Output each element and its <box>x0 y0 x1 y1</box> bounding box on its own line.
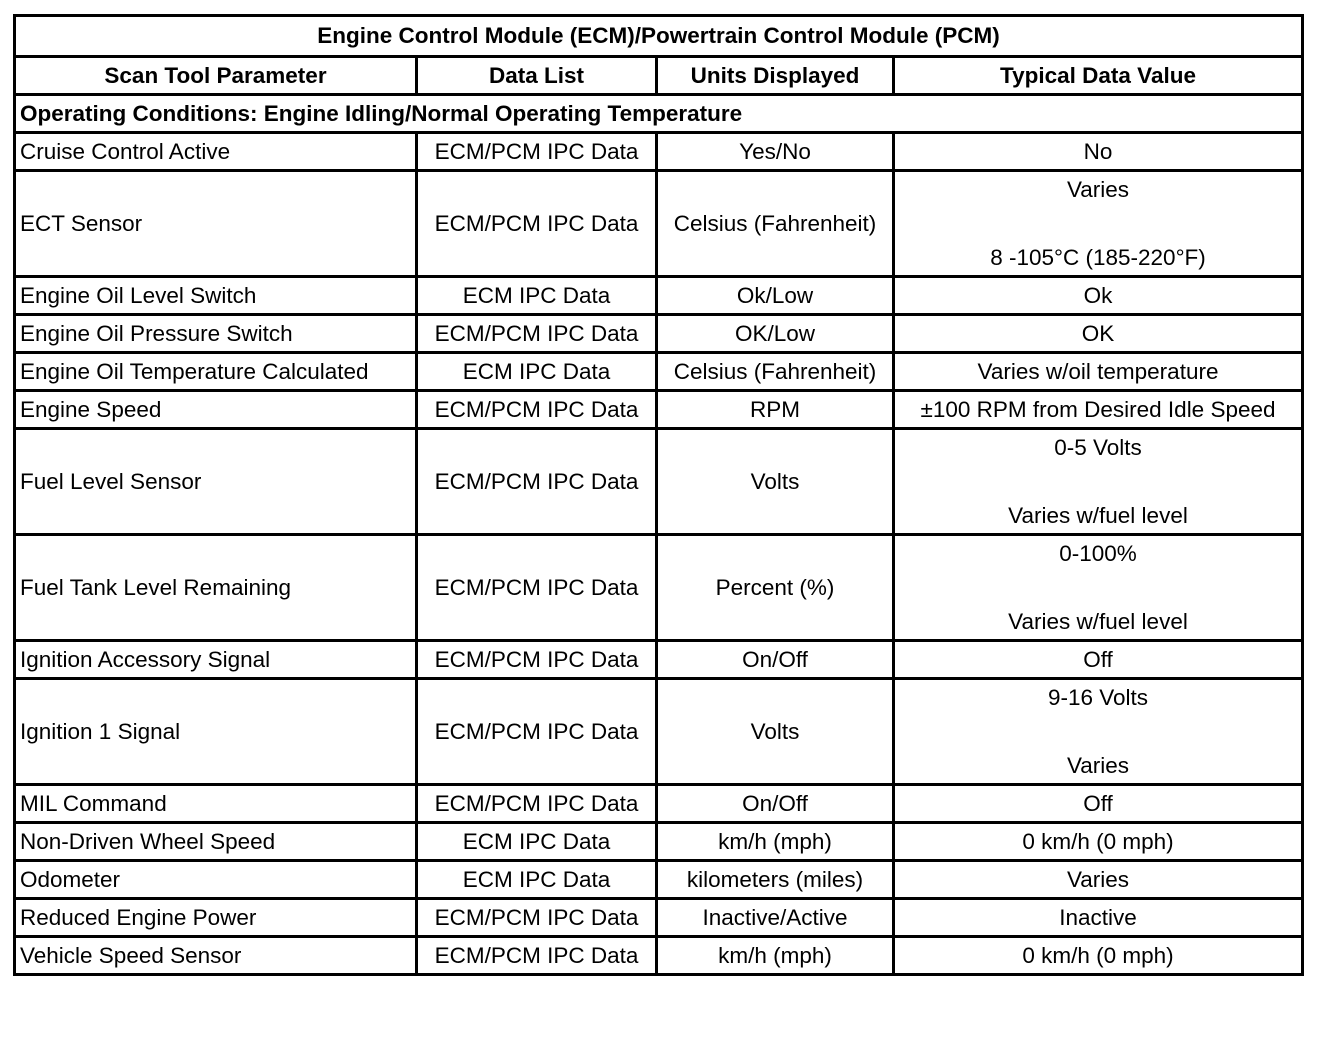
cell-units-displayed: kilometers (miles) <box>657 861 894 899</box>
cell-typical-data-value <box>894 679 1303 785</box>
table-row <box>15 353 1303 391</box>
table-row <box>15 679 1303 785</box>
table-row <box>15 785 1303 823</box>
cell-typical-data-value: Varies w/oil temperature <box>894 353 1303 391</box>
cell-data-list: ECM/PCM IPC Data <box>417 937 657 975</box>
cell-scan-tool-parameter: Fuel Level Sensor <box>15 429 417 535</box>
cell-data-list: ECM/PCM IPC Data <box>417 899 657 937</box>
table-row <box>15 823 1303 861</box>
cell-typical-data-value: 0 km/h (0 mph) <box>894 823 1303 861</box>
cell-units-displayed: km/h (mph) <box>657 937 894 975</box>
cell-scan-tool-parameter: Cruise Control Active <box>15 133 417 171</box>
cell-data-list: ECM/PCM IPC Data <box>417 429 657 535</box>
cell-data-list: ECM/PCM IPC Data <box>417 133 657 171</box>
cell-units-displayed: Inactive/Active <box>657 899 894 937</box>
cell-data-list: ECM/PCM IPC Data <box>417 641 657 679</box>
table-row <box>15 277 1303 315</box>
cell-units-displayed: OK/Low <box>657 315 894 353</box>
cell-scan-tool-parameter: MIL Command <box>15 785 417 823</box>
table-title: Engine Control Module (ECM)/Powertrain Control Module (PCM) <box>15 16 1303 57</box>
cell-units-displayed: Volts <box>657 679 894 785</box>
cell-units-displayed: Celsius (Fahrenheit) <box>657 353 894 391</box>
typical-value-spacer <box>899 207 1297 241</box>
typical-value-spacer <box>899 465 1297 499</box>
table-row <box>15 641 1303 679</box>
cell-data-list: ECM/PCM IPC Data <box>417 535 657 641</box>
cell-typical-data-value: 0 km/h (0 mph) <box>894 937 1303 975</box>
cell-data-list: ECM IPC Data <box>417 861 657 899</box>
cell-units-displayed: km/h (mph) <box>657 823 894 861</box>
operating-conditions: Operating Conditions: Engine Idling/Normal Operating Temperature <box>15 95 1303 133</box>
table-row <box>15 899 1303 937</box>
table-row <box>15 391 1303 429</box>
table-row <box>15 171 1303 277</box>
typical-value-primary: 0-100% <box>1059 540 1137 566</box>
cell-typical-data-value <box>894 535 1303 641</box>
cell-data-list: ECM/PCM IPC Data <box>417 171 657 277</box>
cell-typical-data-value: OK <box>894 315 1303 353</box>
table-title-row <box>15 16 1303 57</box>
table-row <box>15 535 1303 641</box>
typical-value-secondary: Varies <box>1066 752 1130 778</box>
cell-data-list: ECM IPC Data <box>417 277 657 315</box>
table-row <box>15 133 1303 171</box>
table-row <box>15 937 1303 975</box>
cell-scan-tool-parameter: Reduced Engine Power <box>15 899 417 937</box>
cell-typical-data-value: Varies <box>894 861 1303 899</box>
cell-units-displayed: Ok/Low <box>657 277 894 315</box>
cell-scan-tool-parameter: Engine Oil Temperature Calculated <box>15 353 417 391</box>
cell-scan-tool-parameter: Non-Driven Wheel Speed <box>15 823 417 861</box>
cell-typical-data-value <box>894 171 1303 277</box>
cell-units-displayed: On/Off <box>657 641 894 679</box>
cell-data-list: ECM/PCM IPC Data <box>417 391 657 429</box>
table-row <box>15 861 1303 899</box>
header-scan-tool-parameter: Scan Tool Parameter <box>15 57 417 95</box>
cell-typical-data-value: Off <box>894 785 1303 823</box>
cell-typical-data-value: ±100 RPM from Desired Idle Speed <box>894 391 1303 429</box>
cell-typical-data-value: No <box>894 133 1303 171</box>
cell-typical-data-value: Inactive <box>894 899 1303 937</box>
typical-value-primary: Varies <box>1066 176 1130 202</box>
typical-value-secondary: 8 -105°C (185-220°F) <box>990 244 1206 270</box>
cell-typical-data-value <box>894 429 1303 535</box>
cell-scan-tool-parameter: Ignition 1 Signal <box>15 679 417 785</box>
cell-data-list: ECM/PCM IPC Data <box>417 679 657 785</box>
table-row <box>15 429 1303 535</box>
cell-scan-tool-parameter: Vehicle Speed Sensor <box>15 937 417 975</box>
typical-value-spacer <box>899 715 1297 749</box>
cell-scan-tool-parameter: Engine Oil Level Switch <box>15 277 417 315</box>
cell-typical-data-value: Off <box>894 641 1303 679</box>
operating-conditions-row <box>15 95 1303 133</box>
cell-scan-tool-parameter: Fuel Tank Level Remaining <box>15 535 417 641</box>
header-units-displayed: Units Displayed <box>657 57 894 95</box>
cell-typical-data-value: Ok <box>894 277 1303 315</box>
cell-scan-tool-parameter: Engine Speed <box>15 391 417 429</box>
cell-units-displayed: Volts <box>657 429 894 535</box>
cell-units-displayed: Celsius (Fahrenheit) <box>657 171 894 277</box>
cell-units-displayed: On/Off <box>657 785 894 823</box>
cell-units-displayed: Percent (%) <box>657 535 894 641</box>
cell-scan-tool-parameter: Engine Oil Pressure Switch <box>15 315 417 353</box>
typical-value-secondary: Varies w/fuel level <box>1008 502 1188 528</box>
cell-data-list: ECM IPC Data <box>417 823 657 861</box>
header-data-list: Data List <box>417 57 657 95</box>
cell-scan-tool-parameter: ECT Sensor <box>15 171 417 277</box>
header-typical-data-value: Typical Data Value <box>894 57 1303 95</box>
cell-units-displayed: RPM <box>657 391 894 429</box>
cell-data-list: ECM/PCM IPC Data <box>417 785 657 823</box>
typical-value-primary: 9-16 Volts <box>1047 684 1149 710</box>
header-row <box>15 57 1303 95</box>
ecm-pcm-data-table <box>13 14 1304 976</box>
typical-value-primary: 0-5 Volts <box>1054 434 1142 460</box>
cell-units-displayed: Yes/No <box>657 133 894 171</box>
typical-value-secondary: Varies w/fuel level <box>1008 608 1188 634</box>
cell-data-list: ECM/PCM IPC Data <box>417 315 657 353</box>
cell-scan-tool-parameter: Ignition Accessory Signal <box>15 641 417 679</box>
cell-scan-tool-parameter: Odometer <box>15 861 417 899</box>
typical-value-spacer <box>899 571 1297 605</box>
cell-data-list: ECM IPC Data <box>417 353 657 391</box>
table-row <box>15 315 1303 353</box>
